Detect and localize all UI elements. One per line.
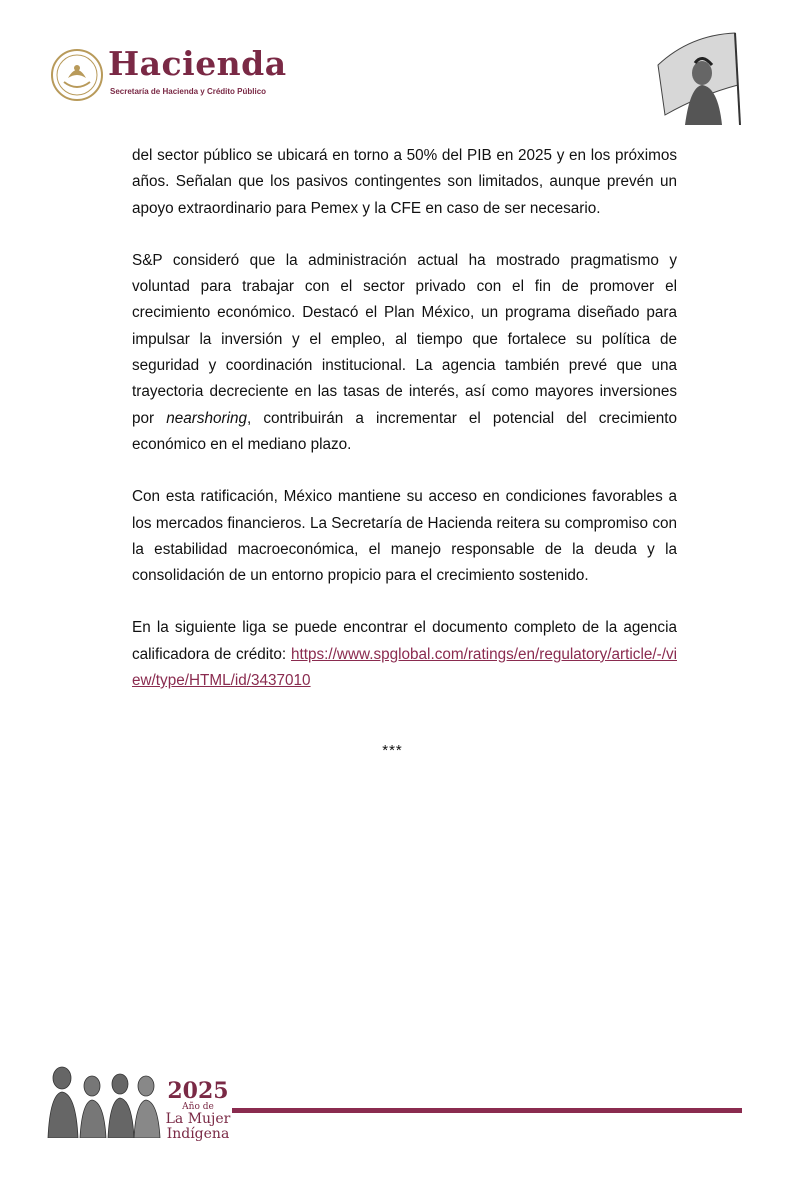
indigenous-women-illustration-icon (44, 1060, 164, 1138)
brand-title: Hacienda (108, 44, 287, 83)
footer-year: 2025 (167, 1078, 229, 1104)
nearshoring-term: nearshoring (166, 409, 248, 427)
paragraph-4 (132, 615, 677, 694)
closing-asterisks: *** (382, 742, 403, 759)
year-of-indigenous-women-label (163, 1080, 233, 1142)
sp-report-link[interactable]: https://www.spglobal.com/ratings/en/regulatory/article/-/view/type/HTML/id/3437010 (132, 645, 677, 690)
document-body (132, 143, 677, 694)
brand-subtitle: Secretaría de Hacienda y Crédito Público (110, 87, 267, 96)
paragraph-2-part-a: S&P consideró que la administración actual ha mostrado pragmatismo y voluntad para trabajar con el sector privado con el fin de promover el crecimiento económico. Destacó el Plan México, un programa diseñado para impulsar la inversión y el empleo, al tiempo que fortalece su política de seguridad y coordinación institucional. La agencia también prevé que una trayectoria decreciente en las tasas de interés, así como mayores inversiones por (132, 251, 677, 427)
footer-line-3: Indígena (166, 1126, 230, 1142)
paragraph-2-part-b: , contribuirán a incrementar el potencial del crecimiento económico en el mediano plazo. (132, 409, 677, 453)
paragraph-4-text: En la siguiente liga se puede encontrar el documento completo de la agencia calificadora de crédito: (132, 619, 677, 663)
footer-divider (232, 1108, 742, 1113)
paragraph-1: del sector público se ubicará en torno a 50% del PIB en 2025 y en los próximos años. Señalan que los pasivos contingentes son limitados, aunque prevén un apoyo extraordinario para Pemex y la CFE en caso de ser necesario. (132, 147, 677, 217)
national-seal-icon (50, 48, 104, 102)
footer-line-2: La Mujer (165, 1111, 231, 1127)
flag-woman-illustration-icon (640, 25, 745, 130)
paragraph-3: Con esta ratificación, México mantiene su acceso en condiciones favorables a los mercados financieros. La Secretaría de Hacienda reitera su compromiso con la estabilidad macroeconómica, el manejo responsable de la deuda y la consolidación de un entorno propicio para el crecimiento sostenido. (132, 488, 677, 585)
hacienda-logo (50, 44, 290, 108)
footer-line-1: Año de (182, 1102, 214, 1112)
paragraph-2 (132, 248, 677, 458)
